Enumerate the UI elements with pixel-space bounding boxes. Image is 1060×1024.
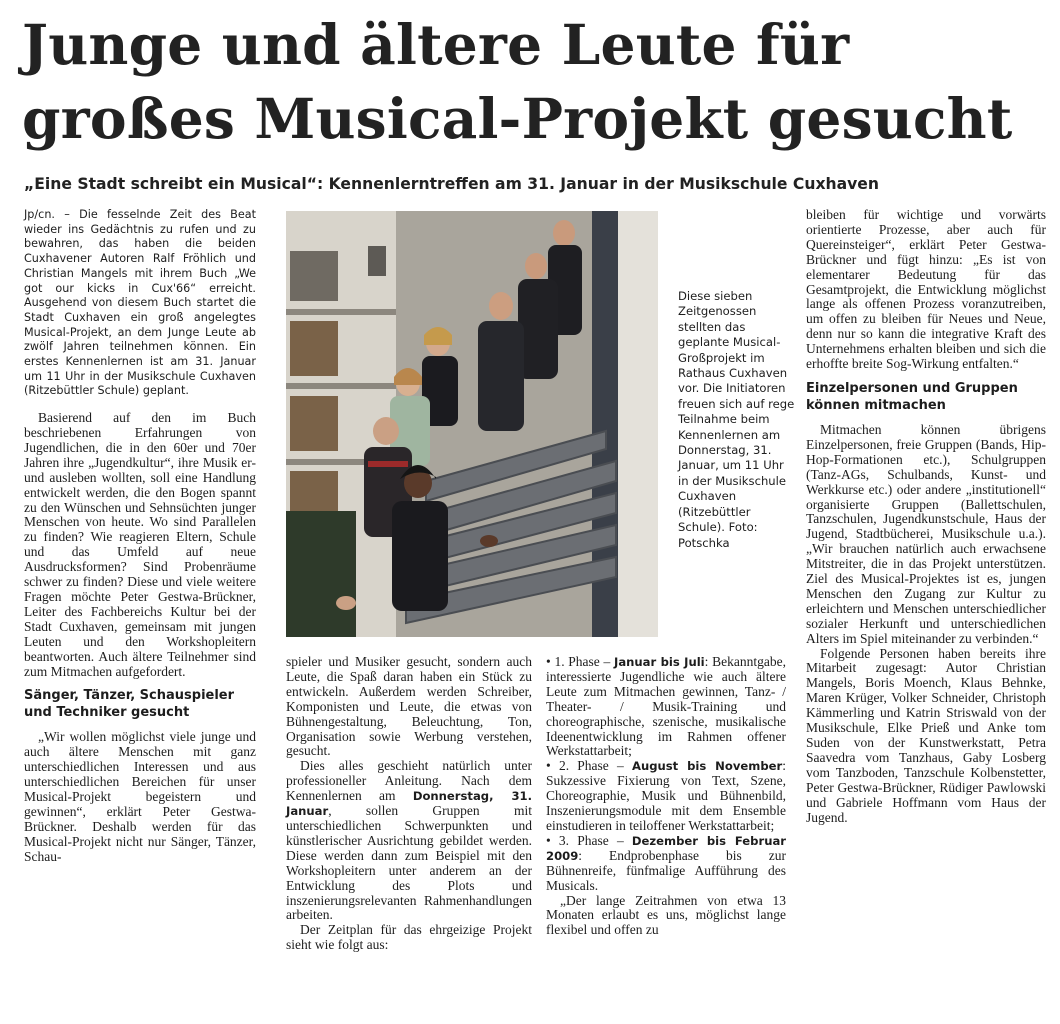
text-run: • 2. Phase – — [546, 758, 632, 774]
article-column-3 — [546, 655, 786, 938]
group-photo — [286, 211, 658, 637]
text-run: , sollen Gruppen mit unterschiedlichen Schwerpunkten und künstlerischer Ausrichtung gebildet werden. Diese werden dann zum Beispiel mit den Workshopleitern unter anderem an der Entwicklung des Plots und inszenierungsrelevanten Rahmenhandlungen arbeiten. — [286, 803, 532, 923]
lead-paragraph: Jp/cn. – Die fesselnde Zeit des Beat wieder ins Gedächtnis zu rufen und zu bewahren, das haben die beiden Cuxhavener Autoren Ralf Fröhlich und Christian Mangels mit ihrem Buch „We got our kicks in Cux'66“ erreicht. Ausgehend von diesem Buch startet die Stadt Cuxhaven ein groß angelegtes Musical-Projekt, an dem Junge Leute ab zwölf Jahren teilnehmen können. Ein erstes Kennenlernen ist am 31. Januar um 11 Uhr in der Musikschule Cuxhaven (Ritzebüttler Schule) geplant. — [24, 208, 256, 398]
photo-illustration — [286, 211, 658, 637]
body-paragraph: bleiben für wichtige und vorwärts orientierte Prozesse, aber auch für Quereinsteiger“, erklärt Peter Gestwa-Brückner und fügt hinzu: „Es ist von elementarer Bedeutung für das Gesamtprojekt, die Entwicklung möglichst lange als offenen Prozess voranzutreiben, um offen zu bleiben für Neues und Neue, denn nur so kann die integrative Kraft des Unternehmens erhalten bleiben und sich die erhoffte breite Sog-Wirkung entfalten.“ — [806, 207, 1046, 372]
text-run: • 1. Phase – — [546, 654, 614, 669]
text-run: • 3. Phase – — [546, 832, 632, 848]
section-heading: Einzelpersonen und Gruppen können mitmachen — [806, 380, 1018, 413]
body-paragraph: „Wir wollen möglichst viele junge und auch ältere Menschen mit ganz unterschiedlichen Interessen und aus unterschiedlichen Bereichen für unser Musical-Projekt begeistern und gewinnen“, erklärt Peter Gestwa-Brückner. Deshalb werden für das Musical-Projekt nicht nur Sänger, Tänzer, Schau- — [24, 729, 256, 864]
phase-period: August bis November — [632, 759, 783, 774]
body-paragraph: Folgende Personen haben bereits ihre Mitarbeit zugesagt: Autor Christian Mangels, Boris Moench, Klaus Behnke, Maren Krüger, Volker Schneider, Christoph Kämmerling und Katrin Striswald von der Musikschule, Elke Prieß und Anke tom Suden von der Kunstwerkstatt, Petra Saavedra vom Tanzhaus, Gaby Losberg vom Tanzboden, Tanzschule Kolbenstetter, Peter Gestwa-Brückner, Rüdiger Pawlowski und Gabriele Hoffmann vom Haus der Jugend. — [806, 645, 1046, 825]
headline-line-2: großes Musical-Projekt gesucht — [22, 86, 1013, 151]
body-paragraph: „Der lange Zeitrahmen von etwa 13 Monaten erlaubt es uns, möglichst lange flexibel und offen zu — [546, 892, 786, 938]
text-run: Dies alles geschieht natürlich unter professioneller Anleitung. Nach dem Kennenlernen am — [286, 758, 532, 804]
schedule-phase-3 — [546, 834, 786, 894]
headline-line-1: Junge und ältere Leute für — [22, 12, 850, 77]
phase-period: Januar bis Juli — [614, 655, 705, 669]
text-run: : Sukzessive Fixierung von Text, Szene, Choreographie, Musik und Bühnenbild, Inszenierungsmodule mit dem Ensemble einstudieren in teiloffener Werkstattarbeit; — [546, 758, 786, 833]
adjacent-article-edge — [0, 130, 8, 1010]
article-column-1 — [24, 208, 256, 865]
text-run: : Endprobenphase bis zur Bühnenreife, fünfmalige Aufführung des Musicals. — [546, 847, 786, 893]
text-run: : Bekanntgabe, interessierte Jugendliche wie auch ältere Leute zum Mitmachen gewinnen, Tanz- / Theater- / Musik-Training und choreographische, szenische, musikalische Ideenentwicklung im Rahmen offener Werkstattarbeit; — [546, 654, 786, 759]
body-paragraph — [286, 759, 532, 923]
body-paragraph: spieler und Musiker gesucht, sondern auch Leute, die Spaß daran haben ein Stück zu entwickeln. Außerdem werden Schreiber, Komponisten und Leute, die etwas von Bühnengestaltung, Beleuchtung, Ton, Organisation sowie Werbung verstehen, gesucht. — [286, 654, 532, 759]
headline — [22, 8, 1052, 156]
schedule-phase-2 — [546, 759, 786, 834]
phase-period: Dezember bis Februar 2009 — [546, 833, 786, 863]
section-heading: Sänger, Tänzer, Schauspieler und Techniker gesucht — [24, 688, 235, 721]
body-paragraph: Mitmachen können übrigens Einzelpersonen, freie Gruppen (Bands, Hip-Hop-Formationen etc.), Schulgruppen (Tanz-AGs, Schulbands, Kunst- und Werkkurse etc.) oder andere „institutionell“ organisierte Gruppen (Ballettschulen, Tanzschulen, Jugendkunstschule, Haus der Jugend, Stadtbücherei, Musikschule u.a.). „Wir brauchen natürlich auch erwachsene Mitstreiter, die in das Projekt unterstützen. Ziel des Musical-Projektes ist es, jungen Menschen den Zugang zur Kultur zu erleichtern und Menschen unterschiedlicher sozialer Herkunft und unterschiedlichen Alters im Spiel miteinander zu verbinden.“ — [806, 421, 1046, 646]
article-column-4 — [806, 208, 1046, 825]
body-paragraph: Basierend auf den im Buch beschriebenen Erfahrungen von Jugendlichen, die in den 60er und 70er Jahren ihre „Jugendkultur“, ihre Musik er- und ausleben wollten, soll eine Handlung entwickelt werden, die den Bogen spannt zu den Wünschen und Sehnsüchten junger Menschen von heute. Wo sind Parallelen zu finden? Wie reagieren Eltern, Schule und das Umfeld auf neue Ausdrucksformen? Sind Probenräume schwer zu finden? Diese und viele weitere Fragen möchte Peter Gestwa-Brückner, Leiter des Fachbereichs Kultur bei der Stadt Cuxhaven, gemeinsam mit jungen Leuten und den Workshopleitern beantworten. Auch ältere Teilnehmer sind zum Mitmachen aufgefordert. — [24, 410, 256, 679]
date-highlight: Donnerstag, 31. Januar — [286, 789, 532, 819]
body-paragraph: Der Zeitplan für das ehrgeizige Projekt sieht wie folgt aus: — [286, 922, 532, 953]
subheadline: „Eine Stadt schreibt ein Musical“: Kennenlerntreffen am 31. Januar in der Musikschule Cuxhaven — [24, 175, 879, 193]
article-column-2 — [286, 655, 532, 953]
photo-caption: Diese sieben Zeitgenossen stellten das geplante Musical-Großprojekt im Rathaus Cuxhaven vor. Die Initiatoren freuen sich auf rege Teilnahme beim Kennenlernen am Donnerstag, 31. Januar, um 11 Uhr in der Musikschule Cuxhaven (Ritzebüttler Schule). Foto: Potschka — [678, 289, 795, 550]
schedule-phase-1 — [546, 655, 786, 759]
